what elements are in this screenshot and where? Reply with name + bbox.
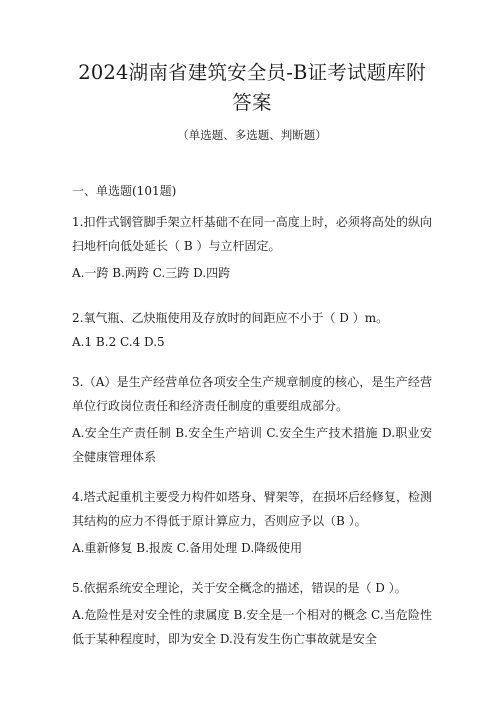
question-options: A.一跨 B.两跨 C.三跨 D.四跨 (72, 266, 231, 280)
question-3 (72, 370, 432, 469)
question-stem: 2.氧气瓶、乙炔瓶使用及存放时的间距应不小于（ D ）m。 (72, 311, 389, 325)
question-options: A.1 B.2 C.4 D.5 (72, 335, 165, 349)
section-heading: 一、单选题(101题) (72, 184, 177, 198)
question-5 (72, 576, 432, 651)
question-stem: 1.扣件式钢管脚手架立杆基础不在同一高度上时，必须将高处的纵向扫地杆向低处延长（ B ）与立杆固定。 (72, 215, 432, 253)
document-title: 2024湖南省建筑安全员-B证考试题库附答案 (78, 61, 426, 114)
question-options: A.危险性是对安全性的隶属度 B.安全是一个相对的概念 C.当危险性低于某种程度时，即为安全 D.没有发生伤亡事故就是安全 (72, 608, 432, 646)
question-stem: 4.塔式起重机主要受力构件如塔身、臂架等，在损坏后经修复，检测其结构的应力不得低于原计算应力，否则应予以（B ）。 (72, 490, 432, 528)
question-options: A.重新修复 B.报废 C.备用处理 D.降级使用 (72, 541, 303, 555)
question-stem: 3.（A）是生产经营单位各项安全生产规章制度的核心，是生产经营单位行政岗位责任和经济责任制度的重要组成部分。 (72, 375, 432, 413)
question-stem: 5.依据系统安全理论，关于安全概念的描述，错误的是（ D ）。 (72, 581, 407, 595)
question-2 (72, 306, 432, 354)
question-options: A.安全生产责任制 B.安全生产培训 C.安全生产技术措施 D.职业安全健康管理体系 (72, 426, 432, 464)
question-1 (72, 210, 432, 285)
document-subtitle: （单选题、多选题、判断题） (177, 128, 327, 142)
question-4 (72, 485, 432, 560)
